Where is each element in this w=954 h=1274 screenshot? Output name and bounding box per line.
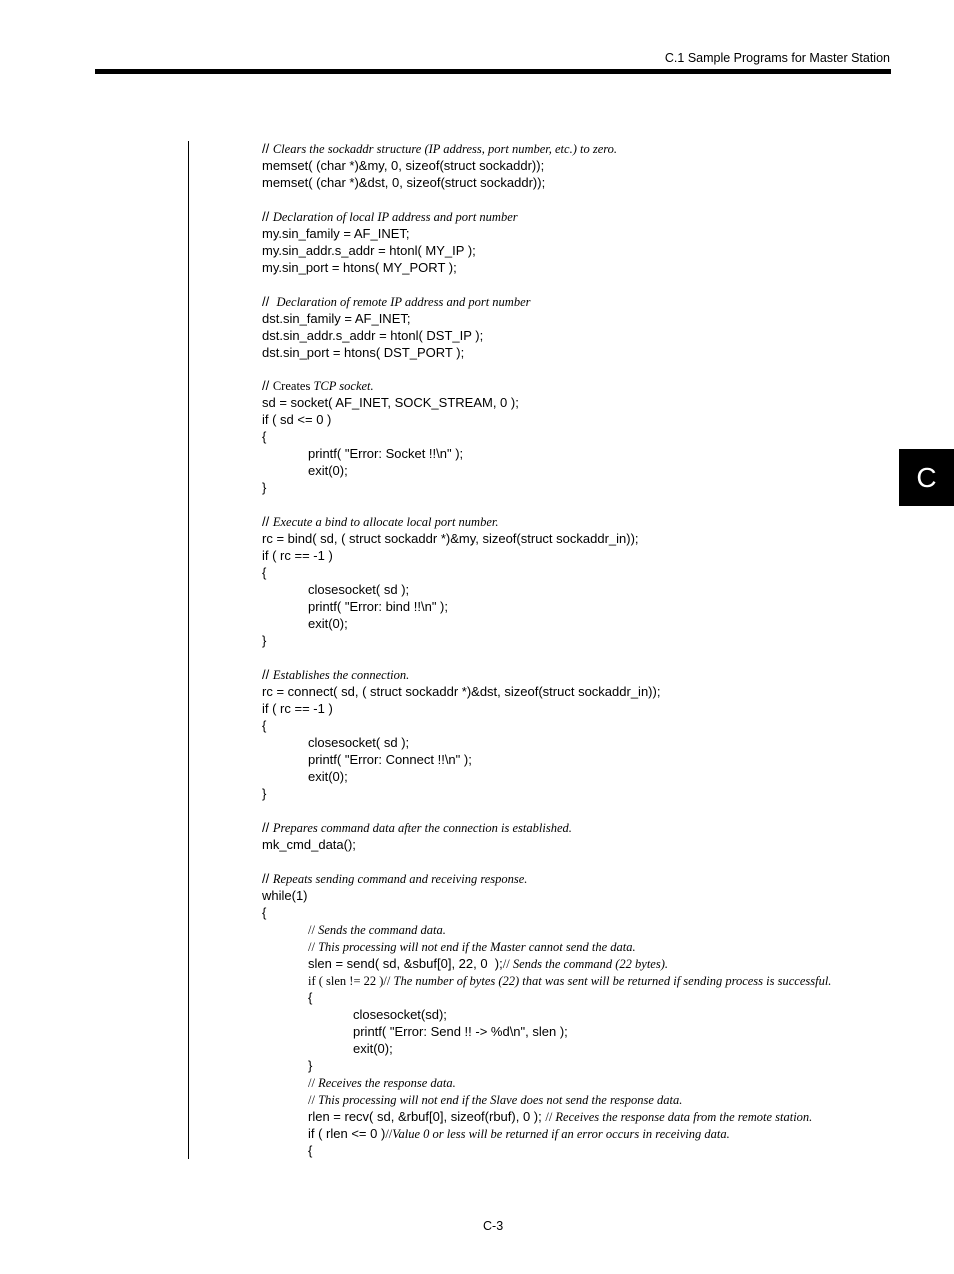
code-text: exit(0); — [308, 616, 348, 632]
code-text: my.sin_addr.s_addr = htonl( MY_IP ); — [262, 242, 476, 258]
code-text: my.sin_port = htons( MY_PORT ); — [262, 259, 457, 275]
blank-line — [262, 361, 892, 378]
code-line — [262, 632, 892, 649]
code-comment: The number of bytes (22) that was sent will be returned if sending process is successful. — [393, 973, 832, 988]
comment-marker: // — [502, 956, 513, 971]
code-text: rc = connect( sd, ( struct sockaddr *)&dst, sizeof(struct sockaddr_in)); — [262, 683, 661, 699]
comment-marker: // — [262, 378, 273, 394]
code-text: dst.sin_addr.s_addr = htonl( DST_IP ); — [262, 327, 484, 343]
code-line — [262, 887, 892, 904]
code-line — [262, 717, 892, 734]
code-line — [262, 157, 892, 174]
code-line — [262, 581, 892, 598]
code-line — [262, 1057, 892, 1074]
code-text: closesocket( sd ); — [308, 734, 410, 750]
code-comment: This processing will not end if the Slave does not send the response data. — [318, 1092, 683, 1107]
appendix-tab-label: C — [916, 461, 937, 493]
code-comment: Creates — [272, 379, 314, 394]
code-text: dst.sin_port = htons( DST_PORT ); — [262, 344, 465, 360]
code-line — [262, 921, 892, 938]
code-text: } — [262, 785, 267, 801]
blank-line — [262, 649, 892, 666]
comment-marker: // — [262, 141, 273, 156]
code-line — [262, 598, 892, 615]
code-text: if ( rlen <= 0 ) — [308, 1125, 386, 1141]
code-line — [262, 904, 892, 921]
comment-marker: // — [308, 1075, 319, 1090]
code-text: rc = bind( sd, ( struct sockaddr *)&my, sizeof(struct sockaddr_in)); — [262, 531, 639, 547]
comment-marker: // — [308, 1092, 319, 1107]
code-text: { — [262, 717, 267, 733]
code-text: while(1) — [262, 887, 308, 903]
code-text: } — [262, 633, 267, 649]
code-comment: Declaration of local IP address and port number — [272, 209, 518, 224]
code-line — [262, 242, 892, 259]
code-comment: Prepares command data after the connection is established. — [272, 820, 572, 835]
comment-marker: // — [308, 939, 319, 954]
code-comment: Receives the response data. — [318, 1075, 456, 1090]
blank-line — [262, 276, 892, 293]
code-line — [262, 293, 892, 310]
code-comment: Establishes the connection. — [272, 667, 410, 682]
code-text: exit(0); — [353, 1040, 393, 1056]
code-line — [262, 785, 892, 802]
code-comment: Repeats sending command and receiving response. — [272, 871, 528, 886]
code-line — [262, 140, 892, 157]
code-line — [262, 208, 892, 225]
code-line — [262, 411, 892, 428]
code-comment: Value 0 or less will be returned if an error occurs in receiving data. — [392, 1126, 730, 1141]
code-line — [262, 1074, 892, 1091]
code-line — [262, 836, 892, 853]
comment-marker: // — [545, 1109, 556, 1124]
comment-marker: // — [262, 514, 273, 530]
code-line — [262, 394, 892, 411]
code-line — [262, 700, 892, 717]
code-line — [262, 530, 892, 547]
code-text: { — [308, 989, 313, 1005]
code-comment: Sends the command data. — [318, 922, 446, 937]
code-line — [262, 1142, 892, 1159]
code-text: } — [262, 480, 267, 496]
code-comment: This processing will not end if the Master cannot send the data. — [318, 939, 636, 954]
code-text: my.sin_family = AF_INET; — [262, 225, 410, 241]
code-line — [262, 1125, 892, 1142]
code-line — [262, 513, 892, 530]
code-text: if ( rc == -1 ) — [262, 548, 333, 564]
code-line — [262, 768, 892, 785]
code-line — [262, 428, 892, 445]
code-line — [262, 377, 892, 394]
code-line — [262, 462, 892, 479]
code-text: exit(0); — [308, 463, 348, 479]
code-text: slen = send( sd, &sbuf[0], 22, 0 ); — [308, 955, 503, 971]
code-comment: Declaration of remote IP address and port number — [276, 294, 531, 309]
code-line — [262, 666, 892, 683]
blank-line — [262, 853, 892, 870]
code-comment: if ( slen != 22 )// — [308, 973, 394, 988]
comment-marker: // — [262, 819, 273, 835]
code-text: memset( (char *)&my, 0, sizeof(struct sockaddr)); — [262, 158, 545, 173]
code-line — [262, 734, 892, 751]
code-text: printf( "Error: bind !!\n" ); — [308, 599, 448, 615]
code-line — [262, 310, 892, 327]
code-line — [262, 870, 892, 887]
code-line — [262, 955, 892, 972]
code-text: printf( "Error: Connect !!\n" ); — [308, 751, 472, 767]
code-text: { — [262, 565, 267, 581]
appendix-tab — [899, 449, 954, 506]
blank-line — [262, 496, 892, 513]
header-rule — [95, 69, 891, 74]
code-comment: Execute a bind to allocate local port number. — [272, 515, 499, 530]
code-text: printf( "Error: Socket !!\n" ); — [308, 446, 464, 462]
code-line — [262, 1040, 892, 1057]
code-listing — [262, 140, 892, 1159]
page-number: C-3 — [483, 1219, 504, 1233]
code-text: closesocket(sd); — [353, 1006, 447, 1022]
running-header-title: C.1 Sample Programs for Master Station — [664, 51, 890, 65]
code-text: sd = socket( AF_INET, SOCK_STREAM, 0 ); — [262, 395, 519, 411]
code-comment: Receives the response data from the remote station. — [555, 1109, 813, 1124]
code-line — [262, 1091, 892, 1108]
code-line — [262, 547, 892, 564]
code-line — [262, 174, 892, 191]
code-text: printf( "Error: Send !! -> %d\n", slen ); — [353, 1023, 568, 1039]
code-text: if ( rc == -1 ) — [262, 700, 333, 716]
blank-line — [262, 191, 892, 208]
code-line — [262, 972, 892, 989]
code-line — [262, 259, 892, 276]
left-margin-rule — [188, 141, 189, 1159]
code-line — [262, 1006, 892, 1023]
comment-marker: // — [385, 1126, 393, 1141]
code-line — [262, 1023, 892, 1040]
code-text: rlen = recv( sd, &rbuf[0], sizeof(rbuf), 0 ); — [308, 1108, 546, 1124]
code-line — [262, 989, 892, 1006]
code-text: dst.sin_family = AF_INET; — [262, 310, 411, 326]
code-line — [262, 327, 892, 344]
code-text: } — [308, 1057, 313, 1073]
code-text: exit(0); — [308, 768, 348, 784]
code-text: { — [308, 1142, 313, 1158]
comment-marker: // — [308, 922, 319, 937]
comment-marker: // — [262, 870, 273, 886]
code-line — [262, 344, 892, 361]
code-line — [262, 938, 892, 955]
code-comment: TCP socket. — [313, 379, 374, 394]
code-line — [262, 819, 892, 836]
code-line — [262, 1108, 892, 1125]
code-text: { — [262, 429, 267, 445]
code-text: if ( sd <= 0 ) — [262, 412, 332, 428]
code-line — [262, 225, 892, 242]
code-line — [262, 615, 892, 632]
code-line — [262, 751, 892, 768]
code-comment: Sends the command (22 bytes). — [512, 956, 668, 971]
code-text: mk_cmd_data(); — [262, 836, 356, 852]
comment-marker: // — [262, 293, 277, 309]
code-line — [262, 445, 892, 462]
code-line — [262, 683, 892, 700]
code-line — [262, 479, 892, 496]
code-line — [262, 564, 892, 581]
code-text: { — [262, 904, 267, 920]
code-text: closesocket( sd ); — [308, 582, 410, 598]
comment-marker: // — [262, 208, 273, 224]
comment-marker: // — [262, 666, 273, 682]
code-text: memset( (char *)&dst, 0, sizeof(struct sockaddr)); — [262, 175, 546, 190]
code-comment: Clears the sockaddr structure (IP address, port number, etc.) to zero. — [272, 142, 618, 156]
blank-line — [262, 802, 892, 819]
